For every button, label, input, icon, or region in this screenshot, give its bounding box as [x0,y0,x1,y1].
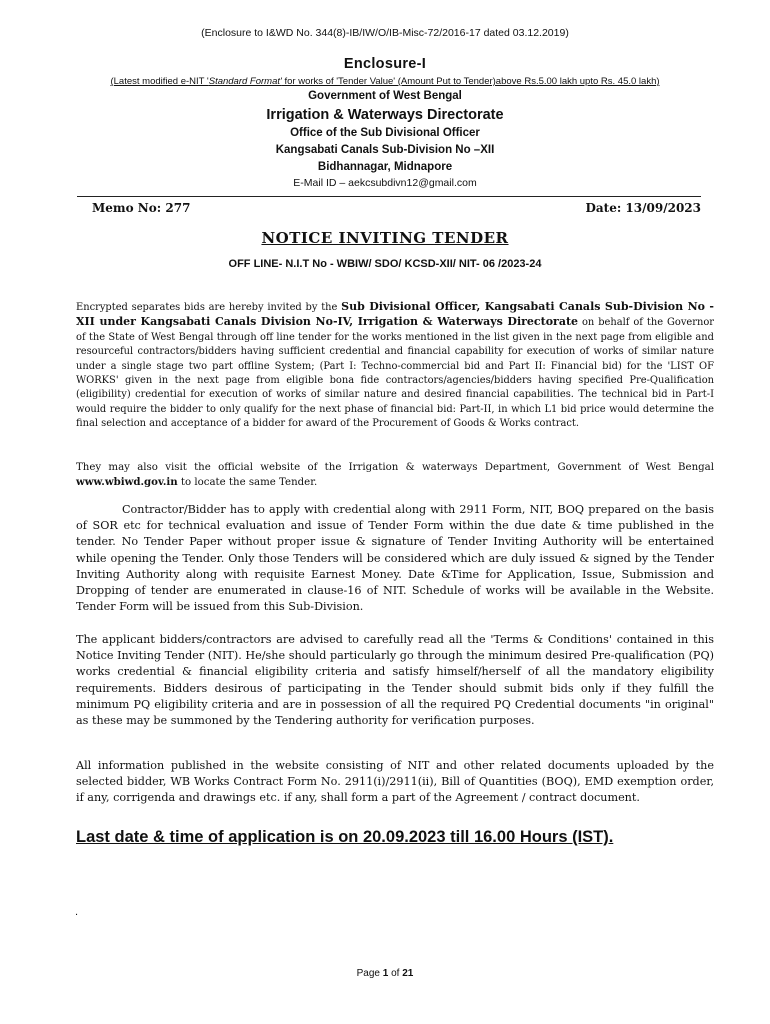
memo-row [77,196,701,217]
directorate-name: Irrigation & Waterways Directorate [266,107,504,123]
enclosure-title: Enclosure-I [343,56,427,72]
sub-division-name: Kangsabati Canals Sub-Division No –XII [275,144,495,156]
p1-bold: Sub Divisional Officer, Kangsabati Canals Sub-Division No -XII under Kangsabati Canals Division No-IV, Irrigation & Waterways Directorate [76,300,714,329]
office-location: Bidhannagar, Midnapore [317,161,453,173]
email-id: E-Mail ID – aekcsubdivn12@gmail.com [293,177,477,189]
paragraph-information: All information published in the website consisting of NIT and other related documents uploaded by the selected bidder, WB Works Contract Form No. 2911(i)/2911(ii), Bill of Quantities (BOQ), EMD exemption order, if any, corrigenda and drawings etc. if any, shall form a part of the Agreement / contract document. [76,759,714,805]
page-prefix: Page [356,968,383,979]
website-link: www.wbiwd.gov.in [76,476,178,488]
p1-rest: on behalf of the Governor of the State of West Bengal through off line tender for the works mentioned in the list given in the next page from eligible and resourceful contractors/bidders having sufficient credential and financial capability for execution of works of similar nature under a single stage two part offline System; (Part I: Techno-commercial bid and Part II: Financial bid) for the 'LIST OF WORKS' given in the next page from eligible bona fide contractors/agencies/bidders having specified Pre-Qualification (eligibility) credential for execution of works of similar nature and desired financial capabilities. The technical bid in Part-I would require the bidder to only qualify for the next phase of financial bid: Part-II, in which L1 bid price would determine the final selection and acceptance of a bidder for award of the Procurement of Goods & Works contract. [76,317,714,430]
paragraph-website [76,460,714,490]
page-total: 21 [402,968,414,979]
last-date-notice: Last date & time of application is on 20.09.2023 till 16.00 Hours (IST). [76,828,614,846]
government-name: Government of West Bengal [308,90,462,102]
paragraph-credential [76,502,714,615]
p3-text: Contractor/Bidder has to apply with credential along with 2911 Form, NIT, BOQ prepared on the basis of SOR etc for technical evaluation and issue of Tender Form within the due date & time published in the tender. No Tender Paper without proper issue & signature of Tender Inviting Authority will be entertained while opening the Tender. Only those Tenders will be considered which are duly issued & signed by the Tender Inviting Authority along with requisite Earnest Money. Date &Time for Application, Issue, Submission and Dropping of tender are enumerated in clause-16 of NIT. Schedule of works will be available in the Website. Tender Form will be issued from this Sub-Division. [76,503,714,614]
office-name: Office of the Sub Divisional Officer [290,127,480,139]
enclosure-note [0,76,770,87]
memo-number: Memo No: 277 [92,201,191,215]
memo-date: Date: 13/09/2023 [585,201,701,215]
nit-number: OFF LINE- N.I.T No - WBIW/ SDO/ KCSD-XII/ NIT- 06 /2023-24 [228,258,542,270]
stray-mark: . [75,906,79,918]
p2-lead: They may also visit the official website of the Irrigation & waterways Department, Government of West Bengal [76,462,714,473]
note-suffix: for works of 'Tender Value' (Amount Put to Tender)above Rs.5.00 lakh upto Rs. 45.0 lakh) [281,76,660,87]
p2-rest: to locate the same Tender. [177,477,318,488]
enclosure-reference: (Enclosure to I&WD No. 344(8)-IB/IW/O/IB-Misc-72/2016-17 dated 03.12.2019) [201,27,569,39]
page-current: 1 [382,968,389,979]
p1-lead: Encrypted separates bids are hereby invited by the [76,302,342,313]
paragraph-invitation [76,300,714,432]
note-prefix: (Latest modified e-NIT ' [110,76,209,87]
notice-title: NOTICE INVITING TENDER [261,229,509,247]
page-of: of [388,968,403,979]
page-footer [0,968,770,979]
paragraph-terms: The applicant bidders/contractors are advised to carefully read all the 'Terms & Conditions' contained in this Notice Inviting Tender (NIT). He/she should particularly go through the minimum desired Pre-qualification (PQ) works credential & financial eligibility criteria and satisfy himself/herself of all the mandatory eligibility requirements. Bidders desirous of participating in the Tender should submit bids only if they fulfill the minimum PQ eligibility criteria and are in possession of all the required PQ Credential documents "in original" as these may be summoned by the Tendering authority for verification purposes. [76,633,714,728]
note-italic: Standard Format' [208,76,282,87]
